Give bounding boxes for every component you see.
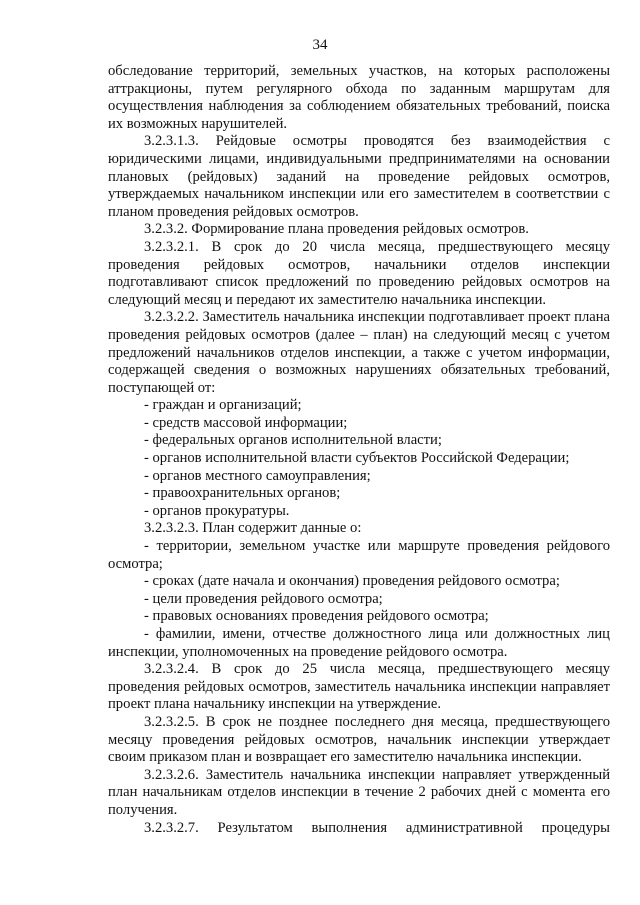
paragraph: 3.2.3.1.3. Рейдовые осмотры проводятся без взаимодействия с юридическими лицами, индивидуальными предпринимателями на основании плановых (рейдовых) заданий на проведение рейдовых осмотров, утверждаемых начальником инспекции или его заместителем в соответствии с планом проведения рейдовых осмотров. bbox=[108, 133, 610, 220]
list-item: - цели проведения рейдового осмотра; bbox=[144, 590, 383, 607]
list-item: - органов прокуратуры. bbox=[144, 502, 290, 519]
paragraph: обследование территорий, земельных участков, на которых расположены аттракционы, путем регулярного обхода по заданным маршрутам для осуществления наблюдения за соблюдением обязательных требований, поиска их возможных нарушителей. bbox=[108, 63, 610, 132]
page-number: 34 bbox=[312, 37, 328, 53]
list-item: - органов местного самоуправления; bbox=[144, 467, 371, 484]
paragraph: 3.2.3.2.7. Результатом выполнения административной процедуры bbox=[144, 819, 610, 836]
list-item: - сроках (дате начала и окончания) проведения рейдового осмотра; bbox=[144, 573, 560, 590]
list-item: - граждан и организаций; bbox=[144, 397, 302, 414]
list-item: - правоохранительных органов; bbox=[144, 485, 341, 502]
document-body bbox=[108, 63, 610, 837]
paragraph: 3.2.3.2.6. Заместитель начальника инспекции направляет утвержденный план начальникам отделов инспекции в течение 2 рабочих дней с момента его получения. bbox=[108, 766, 610, 818]
paragraph: 3.2.3.2.5. В срок не позднее последнего дня месяца, предшествующего месяцу проведения рейдовых осмотров, начальник инспекции утверждает своим приказом план и возвращает его заместителю начальника инспекции. bbox=[108, 713, 610, 766]
list-item: - фамилии, имени, отчестве должностного лица или должностных лиц инспекции, уполномоченных на проведение рейдового осмотра. bbox=[108, 626, 610, 660]
paragraph: 3.2.3.2.3. План содержит данные о: bbox=[144, 520, 362, 537]
paragraph: 3.2.3.2.1. В срок до 20 числа месяца, предшествующего месяцу проведения рейдовых осмотров, начальники отделов инспекции подготавливают список предложений по проведению рейдовых осмотров на следующий месяц и передают их заместителю начальника инспекции. bbox=[108, 238, 610, 308]
paragraph: 3.2.3.2.4. В срок до 25 числа месяца, предшествующего месяцу проведения рейдовых осмотров, заместитель начальника инспекции направляет проект плана начальнику инспекции на утверждение. bbox=[108, 661, 610, 713]
list-item: - средств массовой информации; bbox=[144, 414, 348, 431]
list-item: - правовых основаниях проведения рейдового осмотра; bbox=[144, 608, 489, 625]
paragraph: 3.2.3.2. Формирование плана проведения рейдовых осмотров. bbox=[144, 221, 529, 238]
list-item: - территории, земельном участке или маршруте проведения рейдового осмотра; bbox=[108, 538, 610, 572]
paragraph: 3.2.3.2.2. Заместитель начальника инспекции подготавливает проект плана проведения рейдовых осмотров (далее – план) на следующий месяц с учетом предложений начальников отделов инспекции, а также с учетом информации, содержащей сведения о возможных нарушениях обязательных требований, поступающей от: bbox=[108, 309, 610, 396]
list-item: - федеральных органов исполнительной власти; bbox=[144, 432, 442, 449]
list-item: - органов исполнительной власти субъектов Российской Федерации; bbox=[144, 450, 570, 467]
